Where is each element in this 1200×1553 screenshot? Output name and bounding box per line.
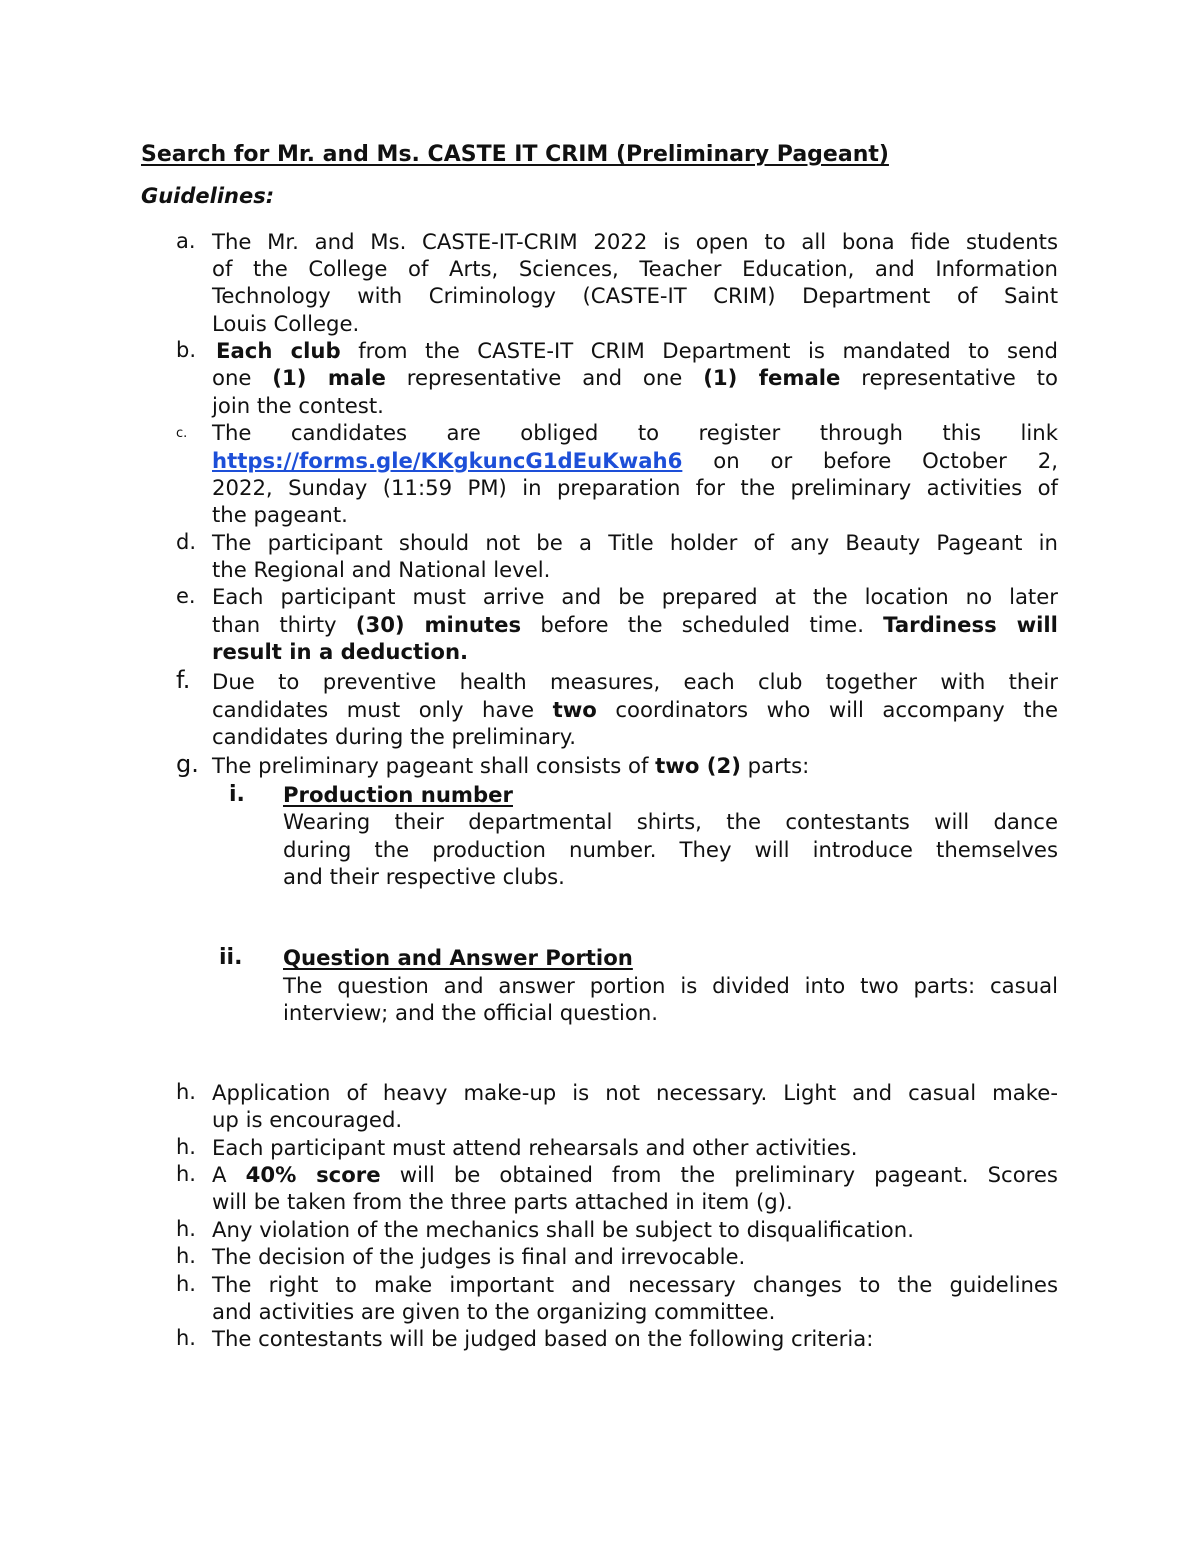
text-run: before the scheduled time. [540, 612, 864, 637]
text-run: than thirty [212, 612, 337, 637]
list-marker-c: c. [176, 426, 188, 441]
emphasis: 40% score [245, 1162, 381, 1187]
document-title: Search for Mr. and Ms. CASTE IT CRIM (Preliminary Pageant) [141, 142, 889, 167]
item-d-line-1: The participant should not be a Title holder of any Beauty Pageant in [212, 530, 1058, 555]
list-marker-b: b. [176, 338, 197, 362]
item-b-line-3: join the contest. [212, 393, 384, 418]
list-marker-h: h. [176, 1217, 196, 1241]
emphasis: two [552, 697, 597, 722]
text-run: on or before October 2, [713, 448, 1058, 473]
item-c-line-4: the pageant. [212, 502, 348, 527]
registration-link[interactable]: https://forms.gle/KKgkuncG1dEuKwah6 [212, 448, 683, 473]
item-h1-line-2: up is encouraged. [212, 1107, 403, 1132]
list-marker-h: h. [176, 1080, 196, 1104]
production-number-heading: Production number [283, 782, 513, 807]
item-a-line-3: Technology with Criminology (CASTE-IT CRIM) Department of Saint [212, 283, 1058, 308]
item-h2-line-1: Each participant must attend rehearsals and other activities. [212, 1135, 858, 1160]
text-run: representative and one [406, 365, 683, 390]
sub-ii-line-2: interview; and the official question. [283, 1000, 658, 1025]
emphasis: Each club [216, 338, 341, 363]
text-run: The preliminary pageant shall consists of [212, 753, 649, 778]
list-marker-h: h. [176, 1244, 196, 1268]
list-marker-h: h. [176, 1135, 196, 1159]
sub-i-line-2: during the production number. They will introduce themselves [283, 837, 1058, 862]
emphasis: (1) male [272, 365, 386, 390]
text-run: parts: [747, 753, 810, 778]
text-run: will be obtained from the preliminary pageant. Scores [399, 1162, 1058, 1187]
text-run: coordinators who will accompany the [615, 697, 1058, 722]
text-run: candidates must only have [212, 697, 535, 722]
sublist-marker-i: i. [229, 782, 245, 807]
sub-i-line-3: and their respective clubs. [283, 864, 565, 889]
item-a-line-4: Louis College. [212, 311, 360, 336]
item-e-line-2 [212, 611, 1058, 638]
list-marker-g: g. [176, 750, 199, 778]
item-h1-line-1: Application of heavy make-up is not necessary. Light and casual make- [212, 1080, 1058, 1105]
list-marker-h: h. [176, 1162, 196, 1186]
text-run: one [212, 365, 252, 390]
list-marker-f: f. [176, 666, 191, 694]
sub-ii-line-1: The question and answer portion is divided into two parts: casual [283, 973, 1058, 998]
sublist-marker-ii: ii. [219, 945, 243, 970]
text-run: representative to [861, 365, 1058, 390]
text-run: A [212, 1162, 227, 1187]
item-c-line-3: 2022, Sunday (11:59 PM) in preparation for the preliminary activities of [212, 475, 1058, 500]
emphasis: two (2) [655, 753, 741, 778]
item-f-line-3: candidates during the preliminary. [212, 724, 576, 749]
item-c-line-1: The candidates are obliged to register through this link [212, 420, 1058, 445]
list-marker-h: h. [176, 1272, 196, 1296]
qa-portion-heading: Question and Answer Portion [283, 945, 633, 970]
item-h5-line-1: The decision of the judges is final and irrevocable. [212, 1244, 746, 1269]
item-h6-line-1: The right to make important and necessary changes to the guidelines [212, 1272, 1058, 1297]
item-b-line-1 [216, 337, 1058, 364]
item-e-line-3: result in a deduction. [212, 639, 469, 664]
list-marker-h: h. [176, 1326, 196, 1350]
item-h6-line-2: and activities are given to the organizing committee. [212, 1299, 776, 1324]
guidelines-heading: Guidelines: [141, 184, 275, 208]
item-h3-line-1 [212, 1161, 1058, 1188]
item-a-line-1: The Mr. and Ms. CASTE-IT-CRIM 2022 is open to all bona fide students [212, 229, 1058, 254]
item-a-line-2: of the College of Arts, Sciences, Teacher Education, and Information [212, 256, 1058, 281]
list-marker-a: a. [176, 229, 196, 253]
emphasis: Tardiness will [883, 612, 1058, 637]
item-f-line-1: Due to preventive health measures, each club together with their [212, 669, 1058, 694]
item-h4-line-1: Any violation of the mechanics shall be subject to disqualification. [212, 1217, 914, 1242]
text-run: from the CASTE-IT CRIM Department is mandated to send [358, 338, 1058, 363]
item-d-line-2: the Regional and National level. [212, 557, 551, 582]
item-b-line-2 [212, 364, 1058, 391]
item-h3-line-2: will be taken from the three parts attached in item (g). [212, 1189, 793, 1214]
list-marker-e: e. [176, 584, 196, 608]
sub-i-line-1: Wearing their departmental shirts, the contestants will dance [283, 809, 1058, 834]
item-h7-line-1: The contestants will be judged based on the following criteria: [212, 1326, 874, 1351]
emphasis: (30) minutes [355, 612, 522, 637]
item-f-line-2 [212, 696, 1058, 723]
item-e-line-1: Each participant must arrive and be prepared at the location no later [212, 584, 1058, 609]
list-marker-d: d. [176, 530, 197, 554]
emphasis: (1) female [703, 365, 841, 390]
item-c-line-2 [212, 447, 1058, 474]
item-g-line-1 [212, 752, 809, 779]
